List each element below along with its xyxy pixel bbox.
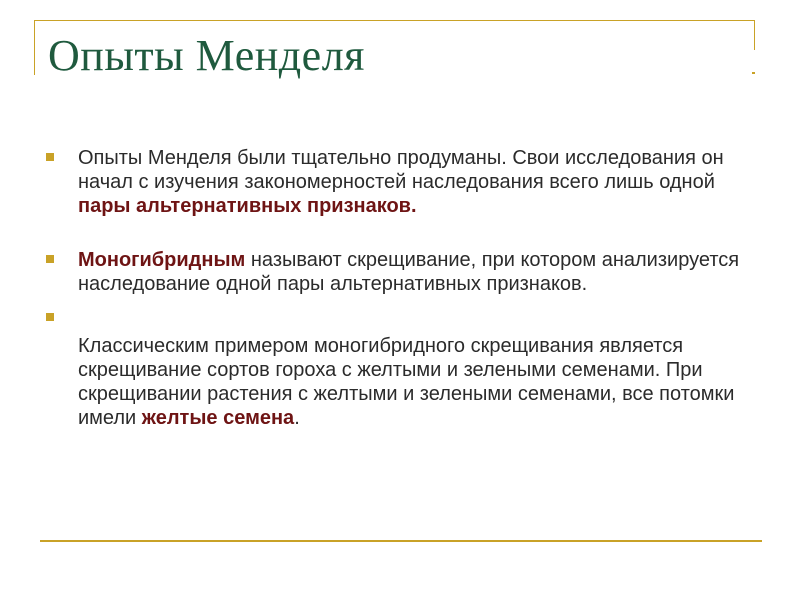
slide-title: Опыты Менделя [48, 31, 365, 80]
bullet-item-2 [44, 248, 764, 296]
bullet-square-icon [46, 255, 54, 263]
bullet-2-text: называют скрещивание, при котором анализируется наследование одной пары альтернативных признаков. [78, 249, 740, 295]
slide-content [44, 146, 764, 430]
example-paragraph-emphasis: желтые семена [141, 407, 295, 429]
bullet-square-icon [46, 313, 54, 321]
example-paragraph-text: Классическим примером моногибридного скрещивания является скрещивание сортов гороха с желтыми и зелеными семенами. При скрещивании растения с желтыми и зелеными семенами, все потомки имели [78, 335, 735, 429]
title-frame-left-line [34, 20, 35, 75]
bullet-item-3-empty [44, 306, 764, 330]
bullet-item-1 [44, 146, 764, 218]
title-frame-top-line [34, 20, 754, 21]
example-paragraph [44, 334, 764, 430]
title-frame-right-line [754, 20, 755, 50]
bottom-divider-line [40, 540, 762, 542]
bullet-1-text: Опыты Менделя были тщательно продуманы. Свои исследования он начал с изучения закономерностей наследования всего лишь одной [78, 147, 724, 193]
bullet-square-icon [46, 153, 54, 161]
bullet-2-emphasis: Моногибридным [78, 249, 246, 271]
title-frame-dot [752, 72, 755, 74]
example-paragraph-end: . [294, 407, 300, 429]
bullet-1-emphasis: пары альтернативных признаков. [78, 195, 417, 217]
